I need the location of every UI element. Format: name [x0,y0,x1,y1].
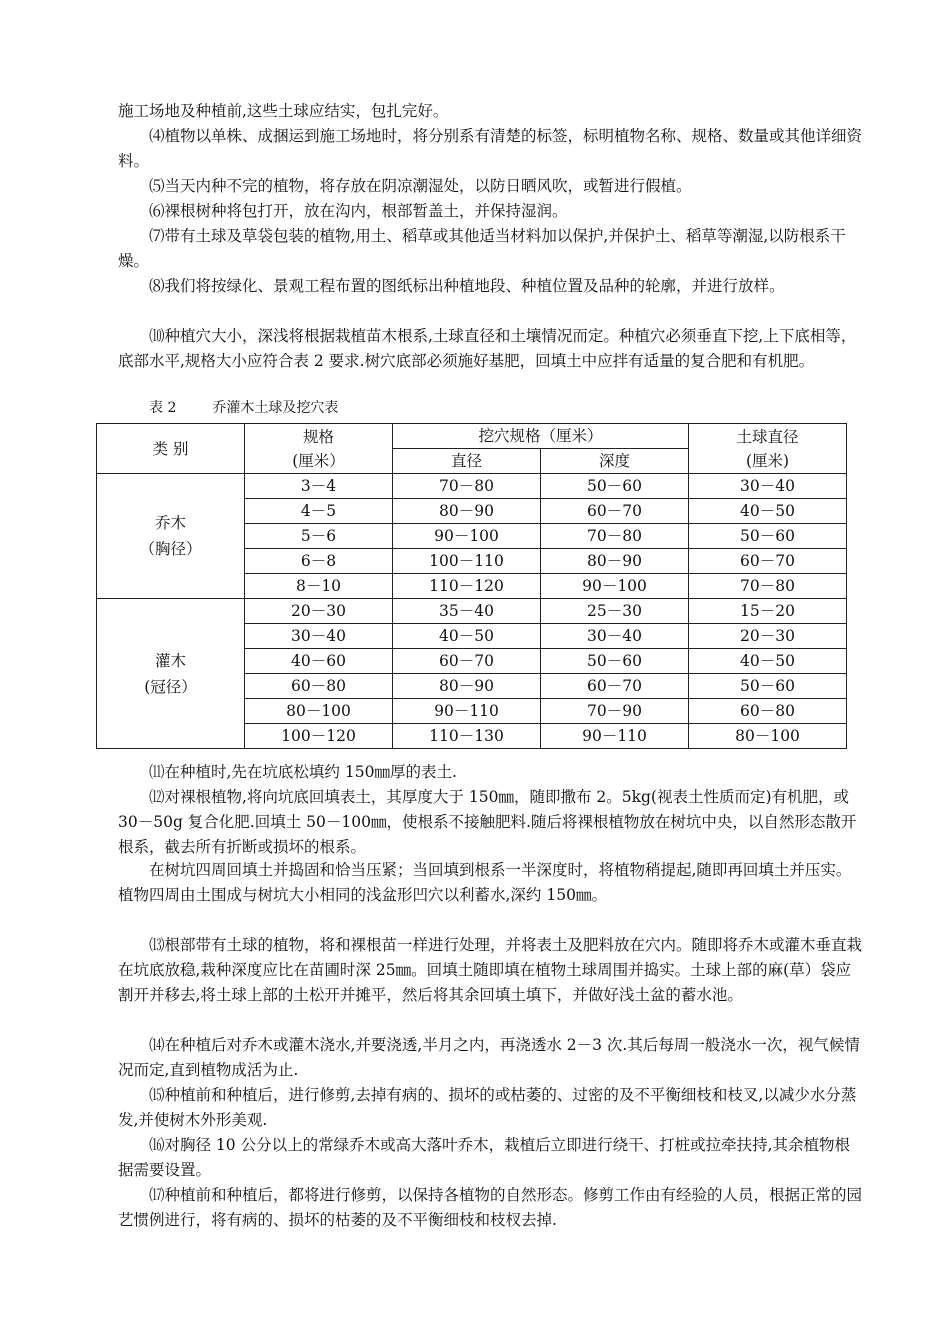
header-category: 类 别 [97,424,245,474]
paragraph-item-16: ⒃对胸径 10 公分以上的常绿乔木或高大落叶乔木，栽植后立即进行绕干、打桩或拉牵扶持,其余植物根据需要设置。 [118,1136,851,1179]
depth-cell: 90－100 [541,574,689,599]
header-spec-line2: (厘米） [292,451,345,470]
table-header-row [97,424,847,449]
depth-cell: 80－90 [541,549,689,574]
diameter-cell: 110－120 [393,574,541,599]
group-measure: (冠径） [144,677,197,696]
ball-cell: 60－70 [689,549,847,574]
diameter-cell: 35－40 [393,599,541,624]
spec-cell: 40－60 [245,649,393,674]
paragraph-item-10: ⑽种植穴大小，深浅将根据栽植苗木根系,土球直径和土壤情况而定。种植穴必须垂直下挖,上下底相等，底部水平,规格大小应符合表 2 要求.树穴底部必须施好基肥，回填土中应拌有适量的复合肥和有机肥。 [118,327,857,370]
depth-cell: 70－90 [541,699,689,724]
ball-cell: 40－50 [689,499,847,524]
spec-cell: 30－40 [245,624,393,649]
diameter-cell: 90－100 [393,524,541,549]
group-shrub-cell [97,599,245,749]
paragraph-backfill: 在树坑四周回填土并捣固和恰当压紧；当回填到根系一半深度时，将植物稍提起,随即再回填土并压实。植物四周由土围成与树坑大小相同的浅盆形凹穴以利蓄水,深约 150㎜。 [118,861,852,904]
ball-cell: 40－50 [689,649,847,674]
ball-cell: 30－40 [689,474,847,499]
depth-cell: 60－70 [541,499,689,524]
depth-cell: 50－60 [541,474,689,499]
spec-cell: 4－5 [245,499,393,524]
diameter-cell: 40－50 [393,624,541,649]
paragraph-item-4: ⑷植物以单株、成捆运到施工场地时，将分别系有清楚的标签，标明植物名称、规格、数量或其他详细资料。 [118,127,863,170]
spec-cell: 8－10 [245,574,393,599]
paragraph-item-13: ⒀根部带有土球的植物，将和裸根苗一样进行处理，并将表土及肥料放在穴内。随即将乔木或灌木垂直栽在坑底放稳,栽种深度应比在苗圃时深 25㎜。回填土随即填在植物土球周围并捣实。土球上部的麻(草）袋应割开并移去,将土球上部的土松开并摊平，然后将其余回填土填下，并做好浅土盆的蓄水池。 [118,936,863,1004]
depth-cell: 25－30 [541,599,689,624]
spec-cell: 100－120 [245,724,393,749]
paragraph-item-7: ⑺带有土球及草袋包装的植物,用土、稻草或其他适当材料加以保护,并保护土、稻草等潮湿,以防根系干燥。 [118,227,846,270]
header-ball [689,424,847,474]
ball-cell: 50－60 [689,524,847,549]
table-caption-title: 乔灌木土球及挖穴表 [212,400,339,416]
table-row [97,599,847,624]
spec-cell: 6－8 [245,549,393,574]
ball-cell: 80－100 [689,724,847,749]
group-tree-cell [97,474,245,599]
spec-cell: 80－100 [245,699,393,724]
header-spec-line1: 规格 [302,427,334,446]
header-diameter: 直径 [393,449,541,474]
diameter-cell: 70－80 [393,474,541,499]
paragraph-item-5: ⑸当天内种不完的植物，将存放在阴凉潮湿处，以防日晒风吹，或暂进行假植。 [149,177,692,195]
header-ball-line1: 土球直径 [736,427,799,446]
ball-cell: 70－80 [689,574,847,599]
depth-cell: 60－70 [541,674,689,699]
group-name: 灌木 [154,651,186,670]
diameter-cell: 90－110 [393,699,541,724]
depth-cell: 30－40 [541,624,689,649]
header-ball-line2: (厘米) [745,451,790,470]
group-measure: （胸径） [139,540,202,558]
depth-cell: 50－60 [541,649,689,674]
ball-cell: 15－20 [689,599,847,624]
spec-cell: 20－30 [245,599,393,624]
header-spec [245,424,393,474]
diameter-cell: 80－90 [393,499,541,524]
spec-cell: 5－6 [245,524,393,549]
paragraph-item-17: ⒄种植前和种植后，都将进行修剪，以保持各植物的自然形态。修剪工作由有经验的人员，根据正常的园艺惯例进行，将有病的、损坏的枯萎的及不平衡细枝和枝杈去掉. [118,1186,863,1229]
table-caption [149,399,338,417]
header-dig: 挖穴规格（厘米） [393,424,689,449]
depth-cell: 70－80 [541,524,689,549]
ball-cell: 50－60 [689,674,847,699]
diameter-cell: 80－90 [393,674,541,699]
group-name: 乔木 [154,514,186,532]
paragraph-item-8: ⑻我们将按绿化、景观工程布置的图纸标出种植地段、种植位置及品种的轮廓，并进行放样。 [149,277,785,295]
spec-cell: 3－4 [245,474,393,499]
diameter-cell: 60－70 [393,649,541,674]
paragraph-continuation: 施工场地及种植前,这些土球应结实，包扎完好。 [118,102,449,120]
paragraph-item-14: ⒁在种植后对乔木或灌木浇水,并要浇透,半月之内，再浇透水 2－3 次.其后每周一般浇水一次，视气候情况而定,直到植物成活为止. [118,1036,860,1079]
diameter-cell: 110－130 [393,724,541,749]
paragraph-item-15: ⒂种植前和种植后，进行修剪,去掉有病的、损坏的或枯萎的、过密的及不平衡细枝和枝叉,以减少水分蒸发,并使树木外形美观. [118,1086,857,1129]
ball-cell: 60－80 [689,699,847,724]
paragraph-item-12: ⑿对裸根植物,将向坑底回填表土，其厚度大于 150㎜，随即撒布 2。5kg(视表土性质而定)有机肥，或 30－50g 复合化肥.回填土 50－100㎜，使根系不接触肥料.随后将裸根植物放在树坑中央，以自然形态散开根系，截去所有折断或损坏的根系。 [118,788,857,856]
spec-cell: 60－80 [245,674,393,699]
soil-ball-table [96,423,847,749]
depth-cell: 90－110 [541,724,689,749]
ball-cell: 20－30 [689,624,847,649]
table-caption-number: 表 2 [149,400,177,416]
table-row [97,474,847,499]
paragraph-item-6: ⑹裸根树种将包打开，放在沟内，根部暂盖土，并保持湿润。 [149,202,568,220]
paragraph-item-11: ⑾在种植时,先在坑底松填约 150㎜厚的表土. [149,763,457,781]
header-depth: 深度 [541,449,689,474]
diameter-cell: 100－110 [393,549,541,574]
